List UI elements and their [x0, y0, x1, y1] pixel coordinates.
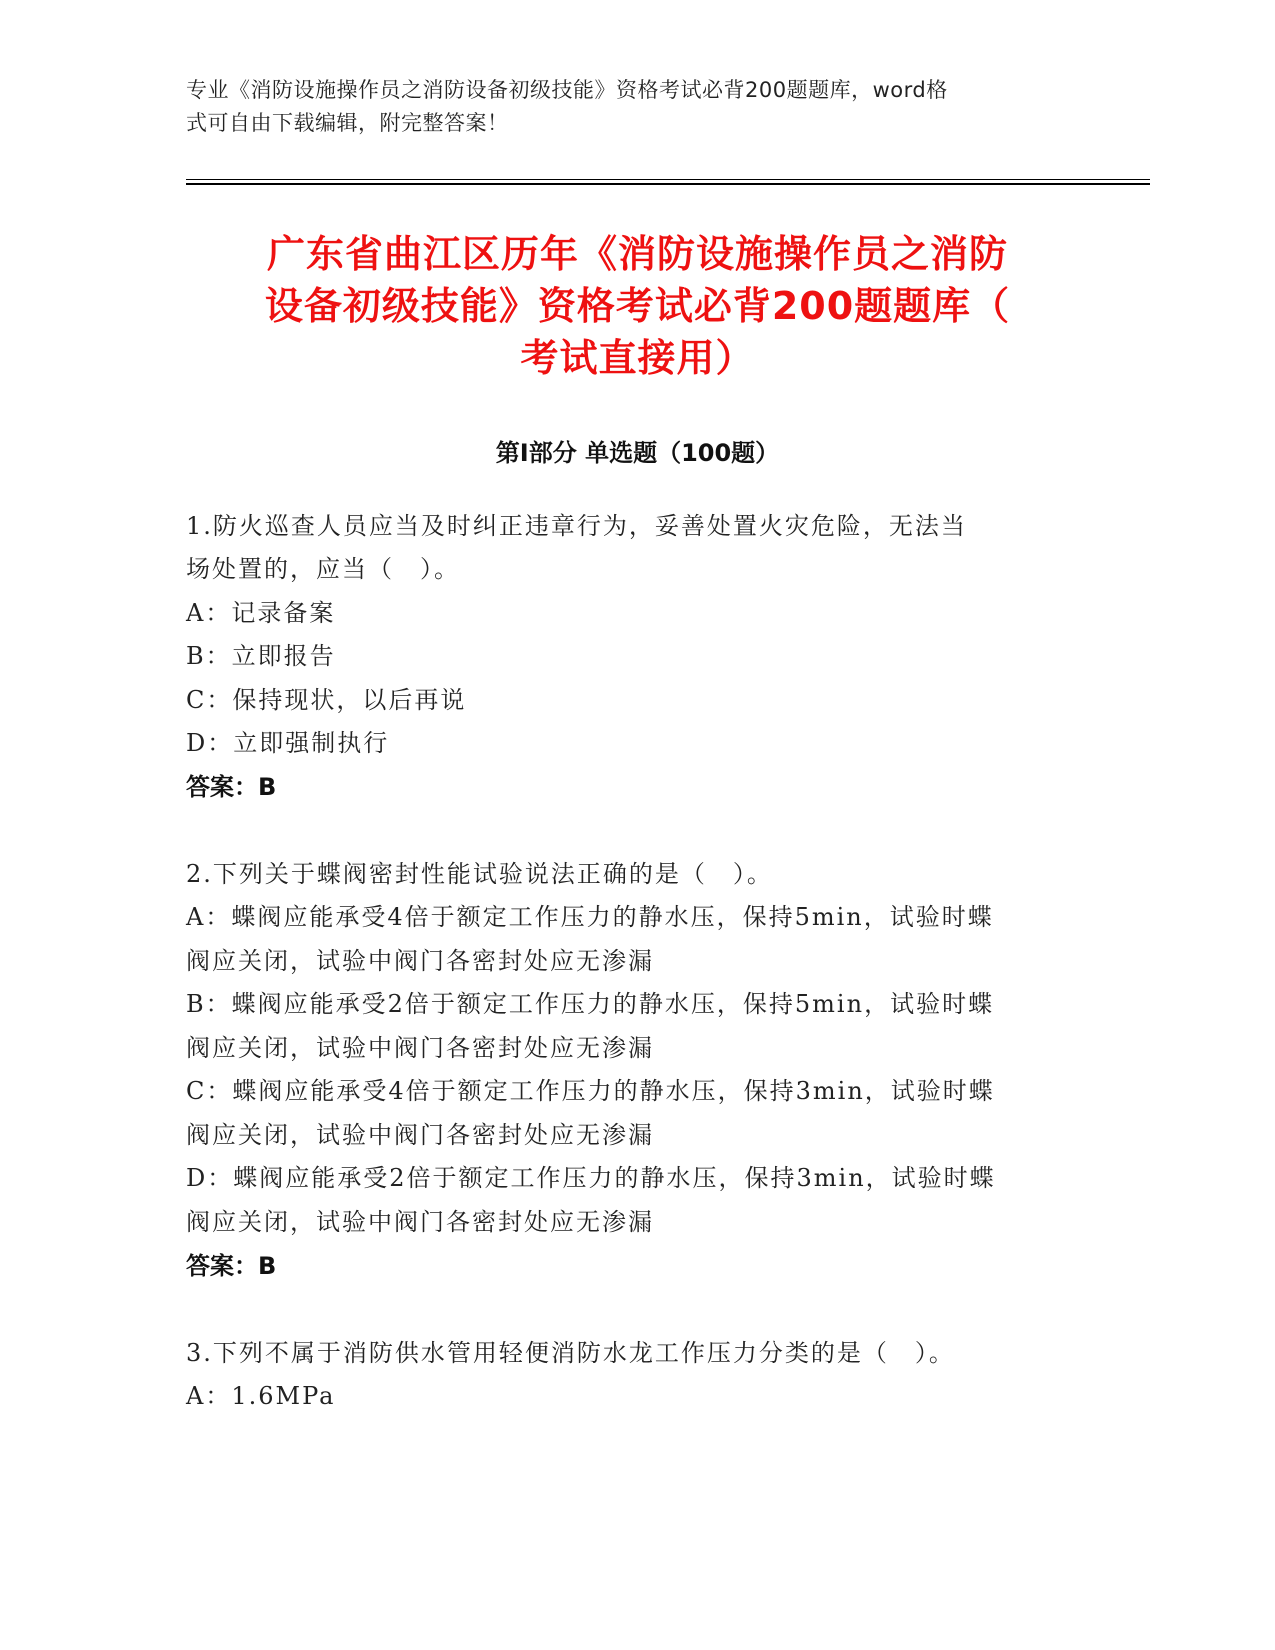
question-2-option-a-line2: 阀应关闭，试验中阀门各密封处应无渗漏	[186, 947, 654, 975]
question-1-stem-line2: 场处置的，应当（ ）。	[186, 555, 460, 583]
header-divider-thin	[186, 179, 1150, 180]
section-title: 第Ⅰ部分 单选题（100题）	[495, 439, 780, 467]
question-2-stem: 2.下列关于蝶阀密封性能试验说法正确的是（ ）。	[186, 860, 773, 888]
question-1-answer: 答案：B	[186, 773, 277, 801]
question-2-option-b-line1: B：蝶阀应能承受2倍于额定工作压力的静水压，保持5min，试验时蝶	[186, 990, 995, 1018]
question-2-option-b-line2: 阀应关闭，试验中阀门各密封处应无渗漏	[186, 1034, 654, 1062]
question-2-option-d-line1: D：蝶阀应能承受2倍于额定工作压力的静水压，保持3min，试验时蝶	[186, 1164, 996, 1192]
question-1-stem-line1: 1.防火巡查人员应当及时纠正违章行为，妥善处置火灾危险，无法当	[186, 512, 967, 540]
document-title-line3: 考试直接用）	[520, 336, 755, 380]
question-2-option-c-line2: 阀应关闭，试验中阀门各密封处应无渗漏	[186, 1121, 654, 1149]
question-3-option-a: A：1.6MPa	[186, 1382, 336, 1410]
question-3-stem: 3.下列不属于消防供水管用轻便消防水龙工作压力分类的是（ ）。	[186, 1339, 955, 1367]
question-2-option-d-line2: 阀应关闭，试验中阀门各密封处应无渗漏	[186, 1208, 654, 1236]
question-1-option-a: A：记录备案	[186, 599, 336, 627]
question-2-option-a-line1: A：蝶阀应能承受4倍于额定工作压力的静水压，保持5min，试验时蝶	[186, 903, 994, 931]
header-note-line2: 式可自由下载编辑，附完整答案！	[186, 111, 509, 135]
question-1-option-c: C：保持现状，以后再说	[186, 686, 467, 714]
header-divider-thick	[186, 183, 1150, 185]
question-2-answer: 答案：B	[186, 1252, 277, 1280]
header-note-line1: 专业《消防设施操作员之消防设备初级技能》资格考试必背200题题库，word格	[186, 78, 948, 102]
document-title	[170, 228, 1105, 384]
question-2-option-c-line1: C：蝶阀应能承受4倍于额定工作压力的静水压，保持3min，试验时蝶	[186, 1077, 995, 1105]
question-1-option-b: B：立即报告	[186, 642, 336, 670]
question-1-option-d: D：立即强制执行	[186, 729, 390, 757]
document-title-line2: 设备初级技能》资格考试必背200题题库（	[264, 284, 1011, 328]
header-note	[186, 74, 1066, 140]
document-title-line1: 广东省曲江区历年《消防设施操作员之消防	[266, 232, 1008, 276]
